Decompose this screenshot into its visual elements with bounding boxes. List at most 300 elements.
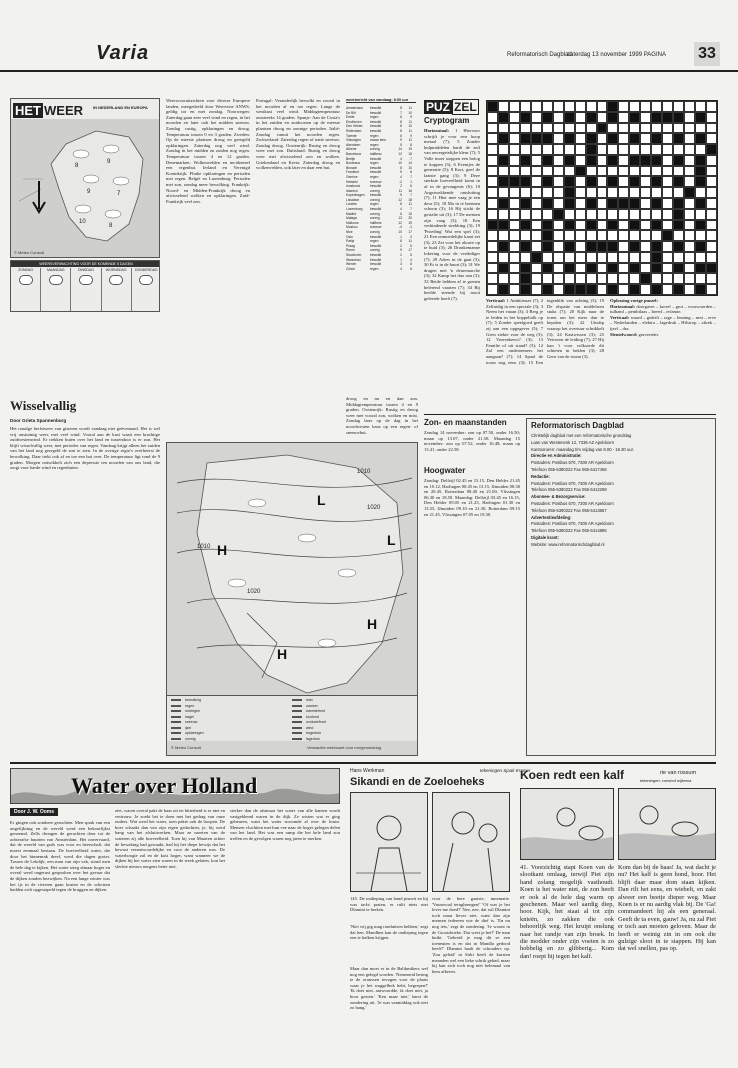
crossword-cell[interactable]	[651, 273, 662, 284]
crossword-cell[interactable]	[498, 144, 509, 155]
crossword-cell[interactable]	[706, 273, 717, 284]
crossword-cell[interactable]	[509, 112, 520, 123]
crossword-cell[interactable]	[684, 144, 695, 155]
crossword-cell[interactable]	[706, 252, 717, 263]
crossword-cell[interactable]	[662, 144, 673, 155]
crossword-cell[interactable]	[618, 241, 629, 252]
crossword-cell[interactable]	[531, 284, 542, 295]
crossword-cell[interactable]	[618, 220, 629, 231]
crossword-cell[interactable]	[498, 230, 509, 241]
crossword-cell[interactable]	[509, 187, 520, 198]
crossword-cell[interactable]	[520, 101, 531, 112]
crossword-cell[interactable]	[509, 101, 520, 112]
crossword-cell[interactable]	[706, 155, 717, 166]
crossword-cell[interactable]	[553, 101, 564, 112]
crossword-cell[interactable]	[575, 220, 586, 231]
crossword-cell[interactable]	[575, 101, 586, 112]
crossword-cell[interactable]	[618, 144, 629, 155]
crossword-cell[interactable]	[662, 241, 673, 252]
crossword-cell[interactable]	[662, 198, 673, 209]
crossword-cell[interactable]	[542, 101, 553, 112]
crossword-cell[interactable]	[651, 230, 662, 241]
crossword-cell[interactable]	[509, 263, 520, 274]
crossword-cell[interactable]	[662, 220, 673, 231]
crossword-cell[interactable]	[673, 230, 684, 241]
crossword-cell[interactable]	[575, 176, 586, 187]
crossword-cell[interactable]	[640, 144, 651, 155]
crossword-cell[interactable]	[618, 252, 629, 263]
comic2-drawing-2	[619, 789, 715, 859]
crossword-cell[interactable]	[597, 166, 608, 177]
crossword-cell[interactable]	[542, 187, 553, 198]
crossword-cell[interactable]	[640, 230, 651, 241]
crossword-cell[interactable]	[706, 101, 717, 112]
crossword-cell[interactable]	[498, 187, 509, 198]
crossword-cell[interactable]	[542, 209, 553, 220]
crossword-cell[interactable]	[706, 187, 717, 198]
crossword-cell[interactable]	[684, 155, 695, 166]
crossword-cell[interactable]	[531, 263, 542, 274]
crossword-cell[interactable]	[684, 133, 695, 144]
crossword-cell[interactable]	[640, 176, 651, 187]
crossword-cell[interactable]	[640, 166, 651, 177]
crossword-cell[interactable]	[640, 284, 651, 295]
crossword-cell[interactable]	[531, 155, 542, 166]
crossword-cell[interactable]	[553, 166, 564, 177]
crossword-cell[interactable]	[618, 187, 629, 198]
crossword-cell[interactable]	[564, 230, 575, 241]
crossword-cell[interactable]	[629, 166, 640, 177]
crossword-cell[interactable]	[629, 273, 640, 284]
crossword-cell[interactable]	[684, 220, 695, 231]
crossword-cell[interactable]	[586, 273, 597, 284]
crossword-cell[interactable]	[706, 241, 717, 252]
crossword-cell[interactable]	[509, 284, 520, 295]
crossword-cell[interactable]	[564, 101, 575, 112]
crossword-cell[interactable]	[553, 144, 564, 155]
crossword-cell[interactable]	[586, 101, 597, 112]
crossword-cell[interactable]	[629, 123, 640, 134]
crossword-cell[interactable]	[684, 241, 695, 252]
crossword-cell[interactable]	[575, 252, 586, 263]
crossword-cell[interactable]	[531, 101, 542, 112]
crossword-cell[interactable]	[531, 123, 542, 134]
crossword-cell[interactable]	[618, 101, 629, 112]
crossword-cell[interactable]	[662, 263, 673, 274]
crossword-cell[interactable]	[695, 123, 706, 134]
crossword-cell[interactable]	[662, 133, 673, 144]
crossword-cell[interactable]	[575, 273, 586, 284]
crossword-cell[interactable]	[509, 241, 520, 252]
crossword-block	[695, 198, 706, 209]
crossword-cell[interactable]	[640, 241, 651, 252]
crossword-cell[interactable]	[597, 101, 608, 112]
crossword-cell[interactable]	[487, 187, 498, 198]
crossword-cell[interactable]	[662, 155, 673, 166]
city-name: Kopenhagen	[346, 193, 365, 198]
crossword-cell[interactable]	[607, 187, 618, 198]
weather-body: Het ronalge herfstweer van gisteren wordt vandaag niet geëvenaard. Het is wel vrij onstuimig weer, met veel wind. Vooral aan de kust waait een krachtige zuidwestenwind. Er trekken buien over het land en tussendoor is er zon. Het blijft wisselvallig weer, met periodes van regen. Vandaag krijgt alleen het zuiden van het land nog geregeld de zon te zien. In de overige regio's overheerst de bewolking. Daar trekt ook af en toe een bui over. De temperatuur ligt rond de 9 graden. Morgen ontwikkelt zich een depressie ten noorden van ons land, die zorgt voor harde wind en regenbuien.	[10, 426, 160, 471]
crossword-cell[interactable]	[618, 166, 629, 177]
crossword-cell[interactable]	[618, 284, 629, 295]
crossword-cell[interactable]	[575, 133, 586, 144]
crossword-cell[interactable]	[597, 263, 608, 274]
crossword-cell[interactable]	[553, 133, 564, 144]
crossword-cell[interactable]	[564, 273, 575, 284]
crossword-block	[629, 241, 640, 252]
crossword-cell[interactable]	[607, 166, 618, 177]
crossword-cell[interactable]	[629, 144, 640, 155]
crossword-cell[interactable]	[553, 263, 564, 274]
crossword-cell[interactable]	[553, 230, 564, 241]
crossword-cell[interactable]	[684, 101, 695, 112]
crossword-cell[interactable]	[673, 273, 684, 284]
crossword-cell[interactable]	[662, 101, 673, 112]
crossword-cell[interactable]	[575, 198, 586, 209]
min-temp: 1	[400, 257, 402, 262]
crossword-cell[interactable]	[695, 209, 706, 220]
crossword-grid[interactable]	[486, 100, 718, 296]
crossword-cell[interactable]	[509, 220, 520, 231]
crossword-cell[interactable]	[607, 144, 618, 155]
crossword-cell[interactable]	[531, 166, 542, 177]
crossword-cell[interactable]	[651, 187, 662, 198]
water-article-col-2: ziet, waren overal pakt de baas uit en bitterheid is er niet en vertrouw. Je zoekt het te doen met het gedrag van onze ouders. Wat werd het water, toen pakte ook de hoopen. De boer schaakt dan van zijn eigen gedachten, je, hij werd bang van het afsluitwerken. Maar ze moeten van de wateren zij alle hoeveelheid. Toen hij van Maarten achter de bewaking had gewaakt, had hij het diepe bewijs dat het bewust verantwoordelijke en voor de anderen was. De waterhoogte zal en de kust hoger, want wanneer we de dijken bij het water zien waren in de steek gelaten, kon het slechte nieuws nergens beter niet.	[115, 808, 225, 869]
crossword-cell[interactable]	[597, 176, 608, 187]
crossword-cell[interactable]	[640, 187, 651, 198]
crossword-cell[interactable]	[509, 273, 520, 284]
crossword-cell[interactable]	[531, 187, 542, 198]
crossword-cell[interactable]	[586, 187, 597, 198]
crossword-cell[interactable]	[695, 273, 706, 284]
forecast-col-3: droog en nu en dan zon. Middagtemperatuur tussen 4 en 9 graden. Oostenrijk: Rustig en droog weer met vooral zon, wolken en mist. Zondag later op de dag in het noordwesten kans op een regen- of sneeuwbui.	[346, 396, 418, 435]
crossword-cell[interactable]	[487, 284, 498, 295]
crossword-cell[interactable]	[618, 112, 629, 123]
comic2-panel-1	[520, 788, 614, 860]
crossword-cell[interactable]	[706, 198, 717, 209]
crossword-cell[interactable]	[509, 123, 520, 134]
crossword-cell[interactable]	[629, 230, 640, 241]
crossword-cell[interactable]	[607, 252, 618, 263]
city-name: Stockholm	[346, 253, 362, 257]
crossword-cell[interactable]	[629, 209, 640, 220]
crossword-cell[interactable]	[553, 198, 564, 209]
max-temp: 10	[408, 110, 412, 115]
min-temp: 10	[398, 230, 402, 235]
crossword-cell[interactable]	[597, 252, 608, 263]
crossword-cell[interactable]	[564, 252, 575, 263]
crossword-cell[interactable]	[553, 176, 564, 187]
crossword-cell[interactable]	[509, 230, 520, 241]
crossword-cell[interactable]	[586, 209, 597, 220]
crossword-cell[interactable]	[487, 112, 498, 123]
crossword-cell[interactable]	[509, 166, 520, 177]
crossword-cell[interactable]	[618, 263, 629, 274]
crossword-cell[interactable]	[597, 187, 608, 198]
crossword-cell[interactable]	[662, 284, 673, 295]
crossword-cell[interactable]	[662, 252, 673, 263]
city-name: Malaga	[346, 216, 357, 221]
crossword-cell[interactable]	[509, 144, 520, 155]
crossword-cell[interactable]	[706, 112, 717, 123]
weather-condition: sneeuw	[370, 225, 382, 230]
crossword-cell[interactable]	[487, 144, 498, 155]
colophon-line: Digitale krant:	[531, 534, 559, 540]
crossword-cell[interactable]	[706, 284, 717, 295]
crossword-cell[interactable]	[531, 220, 542, 231]
crossword-cell[interactable]	[673, 166, 684, 177]
crossword-cell[interactable]	[542, 252, 553, 263]
crossword-cell[interactable]	[542, 144, 553, 155]
crossword-cell[interactable]	[618, 133, 629, 144]
crossword-cell[interactable]	[498, 166, 509, 177]
divider	[10, 762, 716, 764]
crossword-cell[interactable]	[575, 241, 586, 252]
crossword-cell[interactable]	[706, 166, 717, 177]
crossword-cell[interactable]	[509, 133, 520, 144]
crossword-cell[interactable]	[673, 101, 684, 112]
crossword-cell[interactable]	[575, 123, 586, 134]
crossword-cell[interactable]	[520, 230, 531, 241]
crossword-cell[interactable]	[520, 209, 531, 220]
crossword-cell[interactable]	[564, 144, 575, 155]
crossword-block	[498, 263, 509, 274]
crossword-cell[interactable]	[575, 230, 586, 241]
crossword-cell[interactable]	[542, 273, 553, 284]
crossword-cell[interactable]	[553, 284, 564, 295]
crossword-cell[interactable]	[618, 176, 629, 187]
crossword-cell[interactable]	[706, 123, 717, 134]
crossword-cell[interactable]	[640, 112, 651, 123]
crossword-cell[interactable]	[684, 166, 695, 177]
crossword-cell[interactable]	[695, 252, 706, 263]
crossword-cell[interactable]	[597, 273, 608, 284]
comic2-title: Koen redt een kalf	[520, 768, 625, 782]
crossword-cell[interactable]	[662, 123, 673, 134]
crossword-cell[interactable]	[640, 198, 651, 209]
crossword-cell[interactable]	[487, 198, 498, 209]
crossword-cell[interactable]	[706, 133, 717, 144]
crossword-cell[interactable]	[597, 198, 608, 209]
crossword-cell[interactable]	[684, 198, 695, 209]
crossword-block	[673, 209, 684, 220]
crossword-cell[interactable]	[684, 230, 695, 241]
crossword-cell[interactable]	[640, 123, 651, 134]
crossword-cell[interactable]	[597, 209, 608, 220]
crossword-cell[interactable]	[597, 155, 608, 166]
crossword-cell[interactable]	[651, 101, 662, 112]
crossword-cell[interactable]	[487, 252, 498, 263]
crossword-cell[interactable]	[695, 187, 706, 198]
weather-condition: halfbew.	[370, 220, 383, 225]
crossword-cell[interactable]	[520, 252, 531, 263]
crossword-cell[interactable]	[520, 187, 531, 198]
crossword-cell[interactable]	[564, 166, 575, 177]
crossword-cell[interactable]	[553, 187, 564, 198]
crossword-cell[interactable]	[597, 230, 608, 241]
weather-condition: bewolkt	[370, 257, 382, 262]
crossword-cell[interactable]	[575, 144, 586, 155]
crossword-cell[interactable]	[695, 230, 706, 241]
temp-table-rows	[346, 106, 416, 271]
crossword-cell[interactable]	[640, 101, 651, 112]
crossword-cell[interactable]	[487, 176, 498, 187]
crossword-cell[interactable]	[498, 101, 509, 112]
city-name: Luxemburg	[346, 207, 363, 212]
crossword-cell[interactable]	[640, 209, 651, 220]
svg-text:1020: 1020	[247, 589, 261, 595]
crossword-cell[interactable]	[673, 187, 684, 198]
crossword-cell[interactable]	[618, 155, 629, 166]
crossword-cell[interactable]	[509, 155, 520, 166]
crossword-cell[interactable]	[531, 230, 542, 241]
crossword-block	[673, 241, 684, 252]
crossword-cell[interactable]	[629, 252, 640, 263]
crossword-cell[interactable]	[553, 112, 564, 123]
crossword-cell[interactable]	[651, 144, 662, 155]
crossword-cell[interactable]	[553, 155, 564, 166]
crossword-cell[interactable]	[520, 123, 531, 134]
crossword-cell[interactable]	[597, 220, 608, 231]
crossword-cell[interactable]	[542, 123, 553, 134]
crossword-cell[interactable]	[651, 166, 662, 177]
crossword-cell[interactable]	[586, 166, 597, 177]
crossword-cell[interactable]	[629, 187, 640, 198]
crossword-cell[interactable]	[662, 176, 673, 187]
crossword-cell[interactable]	[673, 252, 684, 263]
crossword-cell[interactable]	[575, 263, 586, 274]
crossword-cell[interactable]	[662, 209, 673, 220]
min-temp: 4	[400, 266, 402, 271]
crossword-cell[interactable]	[651, 209, 662, 220]
crossword-cell[interactable]	[640, 133, 651, 144]
crossword-block	[607, 176, 618, 187]
legend-symbol-icon	[292, 705, 302, 707]
crossword-cell[interactable]	[498, 123, 509, 134]
crossword-cell[interactable]	[640, 252, 651, 263]
crossword-cell[interactable]	[618, 209, 629, 220]
crossword-cell[interactable]	[695, 101, 706, 112]
crossword-cell[interactable]	[597, 112, 608, 123]
crossword-cell[interactable]	[684, 209, 695, 220]
crossword-cell[interactable]	[564, 123, 575, 134]
crossword-cell[interactable]	[509, 209, 520, 220]
crossword-cell[interactable]	[618, 230, 629, 241]
crossword-cell[interactable]	[553, 252, 564, 263]
crossword-cell[interactable]	[487, 209, 498, 220]
crossword-cell[interactable]	[509, 198, 520, 209]
city-name: Frankfurt	[346, 170, 360, 175]
crossword-cell[interactable]	[575, 112, 586, 123]
crossword-cell[interactable]	[706, 176, 717, 187]
crossword-cell[interactable]	[586, 230, 597, 241]
crossword-cell[interactable]	[607, 273, 618, 284]
crossword-cell[interactable]	[586, 123, 597, 134]
crossword-cell[interactable]	[607, 123, 618, 134]
crossword-cell[interactable]	[487, 155, 498, 166]
crossword-cell[interactable]	[553, 241, 564, 252]
crossword-cell[interactable]	[684, 123, 695, 134]
crossword-cell[interactable]	[487, 133, 498, 144]
crossword-cell[interactable]	[706, 220, 717, 231]
crossword-cell[interactable]	[597, 144, 608, 155]
legend-label: bewolking	[185, 698, 201, 702]
crossword-cell[interactable]	[684, 176, 695, 187]
crossword-cell[interactable]	[597, 133, 608, 144]
crossword-cell[interactable]	[531, 209, 542, 220]
crossword-cell[interactable]	[640, 220, 651, 231]
crossword-cell[interactable]	[618, 123, 629, 134]
crossword-cell[interactable]	[487, 263, 498, 274]
max-temp: -1	[409, 225, 412, 230]
crossword-cell[interactable]	[509, 252, 520, 263]
crossword-cell[interactable]	[706, 230, 717, 241]
crossword-cell[interactable]	[684, 284, 695, 295]
crossword-cell[interactable]	[618, 273, 629, 284]
crossword-cell[interactable]	[673, 144, 684, 155]
crossword-cell[interactable]	[520, 166, 531, 177]
crossword-cell[interactable]	[651, 123, 662, 134]
crossword-cell[interactable]	[597, 284, 608, 295]
crossword-cell[interactable]	[640, 263, 651, 274]
crossword-cell[interactable]	[553, 273, 564, 284]
comic1-panel-2	[432, 792, 510, 892]
crossword-cell[interactable]	[531, 273, 542, 284]
crossword-cell[interactable]	[575, 187, 586, 198]
crossword-cell[interactable]	[662, 273, 673, 284]
crossword-cell[interactable]	[662, 166, 673, 177]
city-name: Rome	[346, 248, 355, 253]
crossword-cell[interactable]	[553, 220, 564, 231]
max-temp: 1	[410, 179, 412, 184]
crossword-cell[interactable]	[520, 144, 531, 155]
crossword-cell[interactable]	[498, 209, 509, 220]
crossword-cell[interactable]	[575, 155, 586, 166]
crossword-cell[interactable]	[531, 241, 542, 252]
crossword-cell[interactable]	[684, 252, 695, 263]
crossword-cell[interactable]	[487, 230, 498, 241]
crossword-cell[interactable]	[531, 144, 542, 155]
crossword-cell[interactable]	[531, 112, 542, 123]
crossword-cell[interactable]	[673, 123, 684, 134]
crossword-cell[interactable]	[498, 273, 509, 284]
crossword-cell[interactable]	[487, 241, 498, 252]
colophon-line: Christelijk dagblad met een reformatorische grondslag	[531, 433, 632, 438]
crossword-cell[interactable]	[684, 263, 695, 274]
crossword-cell[interactable]	[531, 198, 542, 209]
crossword-cell[interactable]	[662, 187, 673, 198]
crossword-cell[interactable]	[629, 101, 640, 112]
crossword-cell[interactable]	[684, 273, 695, 284]
crossword-cell[interactable]	[575, 209, 586, 220]
crossword-cell[interactable]	[487, 166, 498, 177]
crossword-cell[interactable]	[607, 230, 618, 241]
crossword-cell[interactable]	[498, 252, 509, 263]
crossword-cell[interactable]	[531, 176, 542, 187]
crossword-cell[interactable]	[553, 123, 564, 134]
crossword-cell[interactable]	[487, 273, 498, 284]
crossword-cell[interactable]	[695, 144, 706, 155]
crossword-cell[interactable]	[564, 209, 575, 220]
crossword-block	[673, 220, 684, 231]
crossword-cell[interactable]	[684, 112, 695, 123]
crossword-cell[interactable]	[542, 166, 553, 177]
crossword-cell[interactable]	[487, 123, 498, 134]
crossword-cell[interactable]	[586, 252, 597, 263]
crossword-cell[interactable]	[607, 209, 618, 220]
crossword-cell[interactable]	[706, 209, 717, 220]
weather-condition: bewolkt	[370, 110, 382, 115]
